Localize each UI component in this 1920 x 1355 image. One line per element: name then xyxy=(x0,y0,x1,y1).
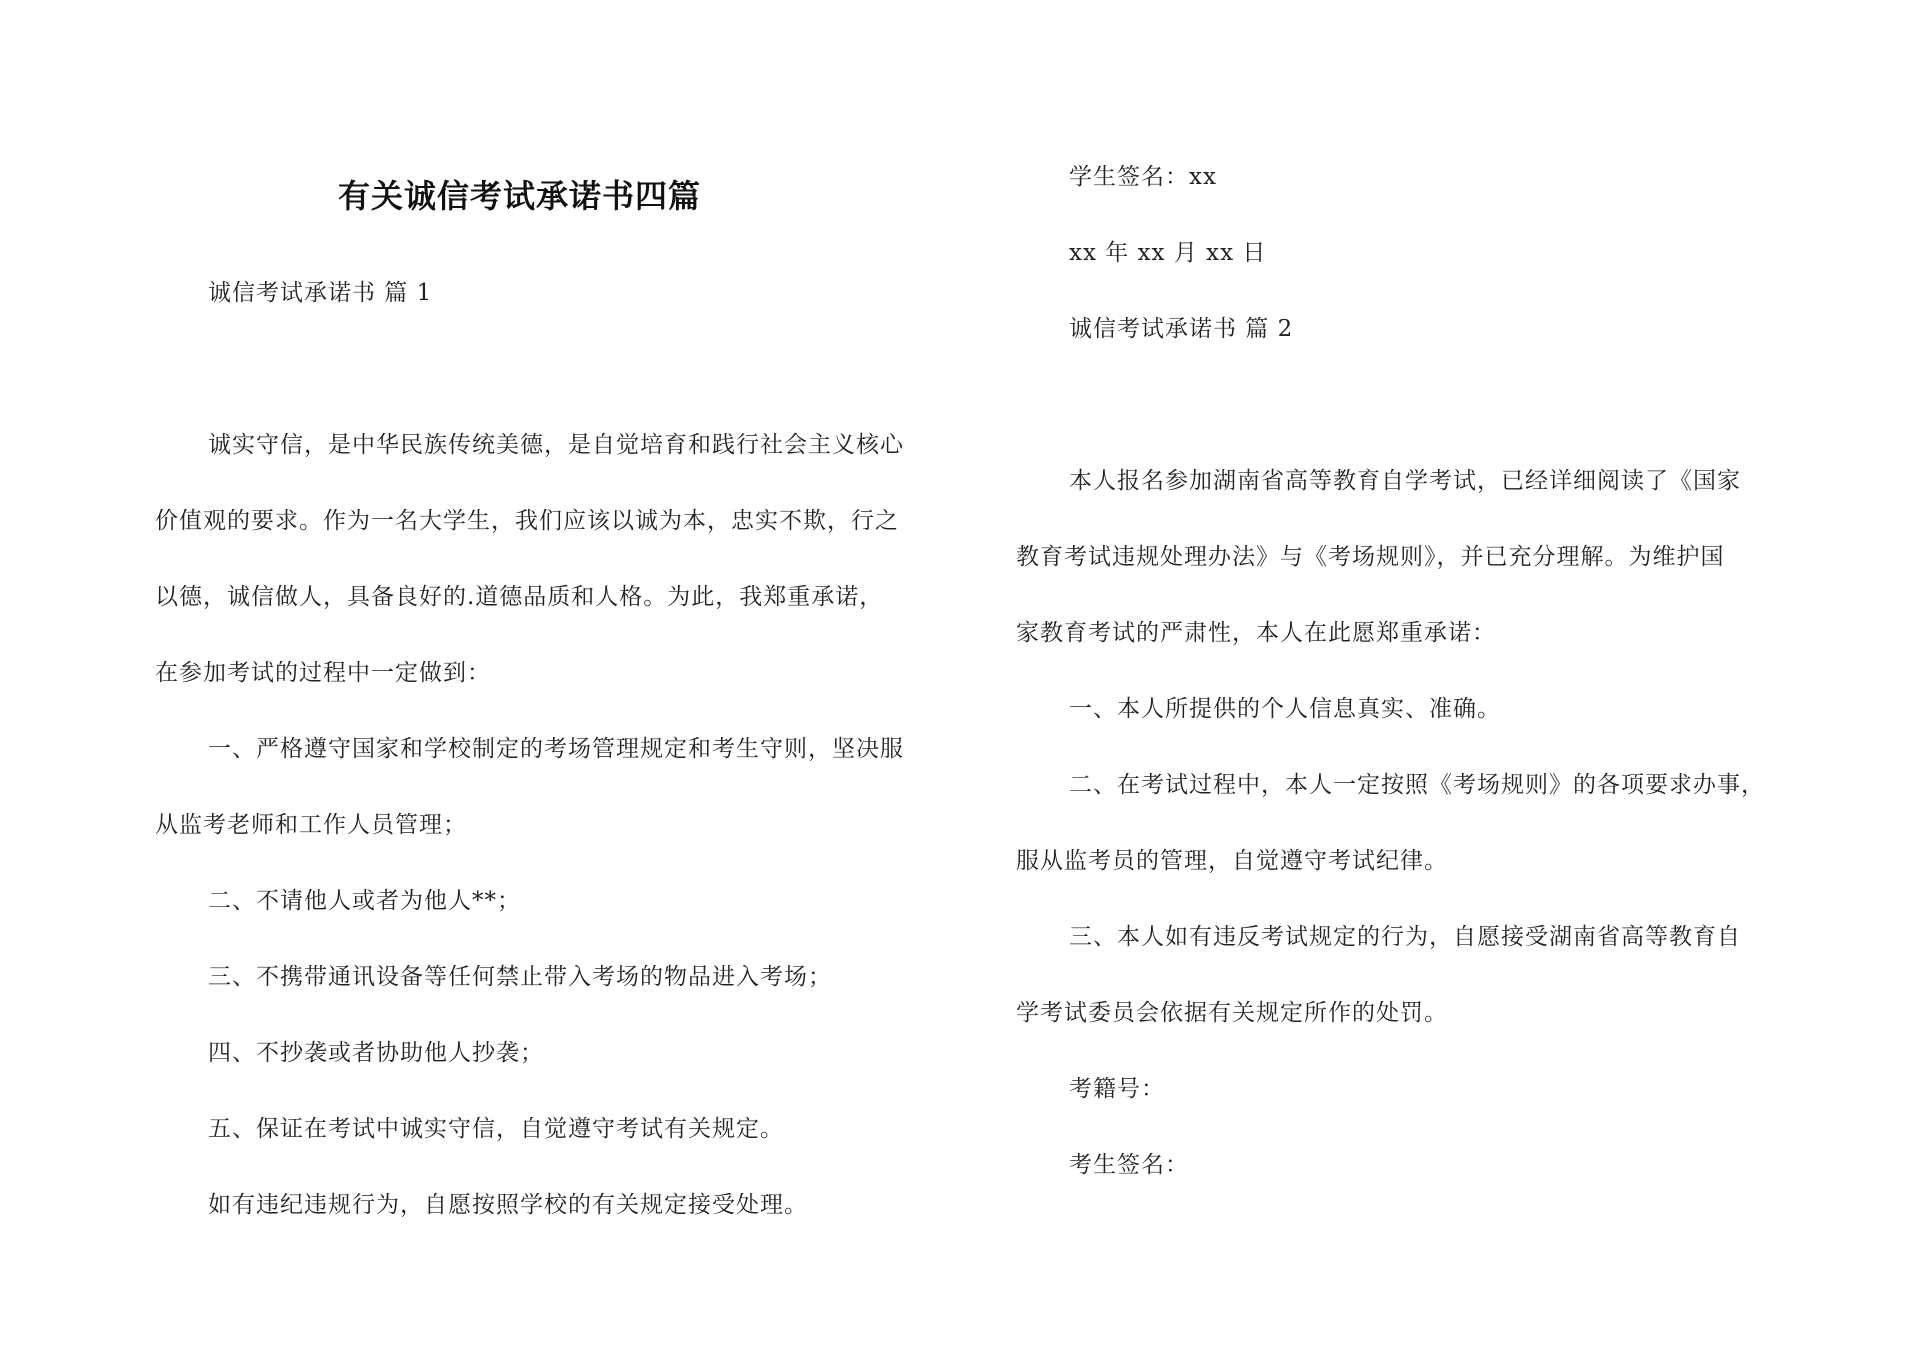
paragraph-line: 家教育考试的严肃性，本人在此愿郑重承诺： xyxy=(1016,620,1496,646)
paragraph-line: 诚实守信，是中华民族传统美德，是自觉培育和践行社会主义核心 xyxy=(208,432,904,458)
paragraph-line: 三、本人如有违反考试规定的行为，自愿接受湖南省高等教育自 xyxy=(1069,924,1741,950)
commitment-item-1: 一、本人所提供的个人信息真实、准确。 xyxy=(1069,696,1501,722)
paragraph-line: 价值观的要求。作为一名大学生，我们应该以诚为本，忠实不欺，行之 xyxy=(155,508,899,534)
paragraph-line: 从监考老师和工作人员管理； xyxy=(155,812,467,838)
document-title: 有关诚信考试承诺书四篇 xyxy=(338,177,702,215)
paragraph-line: 在参加考试的过程中一定做到： xyxy=(155,660,491,686)
section-heading-1: 诚信考试承诺书 篇 1 xyxy=(208,280,433,306)
candidate-signature-label: 考生签名： xyxy=(1069,1152,1189,1178)
paragraph-line: 二、在考试过程中，本人一定按照《考场规则》的各项要求办事， xyxy=(1069,772,1765,798)
paragraph-line: 学考试委员会依据有关规定所作的处罚。 xyxy=(1016,1000,1448,1026)
pledge-item-4: 四、不抄袭或者协助他人抄袭； xyxy=(208,1040,544,1066)
pledge-item-3: 三、不携带通讯设备等任何禁止带入考场的物品进入考场； xyxy=(208,964,832,990)
signature-date: xx 年 xx 月 xx 日 xyxy=(1069,240,1267,266)
paragraph-line: 服从监考员的管理，自觉遵守考试纪律。 xyxy=(1016,848,1448,874)
closing-statement: 如有违纪违规行为，自愿按照学校的有关规定接受处理。 xyxy=(208,1192,808,1218)
student-signature: 学生签名：xx xyxy=(1069,164,1217,190)
paragraph-line: 本人报名参加湖南省高等教育自学考试，已经详细阅读了《国家 xyxy=(1069,468,1741,494)
paragraph-line: 教育考试违规处理办法》与《考场规则》，并已充分理解。为维护国 xyxy=(1016,544,1725,570)
pledge-item-2: 二、不请他人或者为他人**； xyxy=(208,888,521,914)
exam-number-label: 考籍号： xyxy=(1069,1076,1165,1102)
paragraph-line: 一、严格遵守国家和学校制定的考场管理规定和考生守则，坚决服 xyxy=(208,736,904,762)
pledge-item-5: 五、保证在考试中诚实守信，自觉遵守考试有关规定。 xyxy=(208,1116,784,1142)
paragraph-line: 以德，诚信做人，具备良好的.道德品质和人格。为此，我郑重承诺， xyxy=(155,584,884,610)
section-heading-2: 诚信考试承诺书 篇 2 xyxy=(1069,316,1294,342)
